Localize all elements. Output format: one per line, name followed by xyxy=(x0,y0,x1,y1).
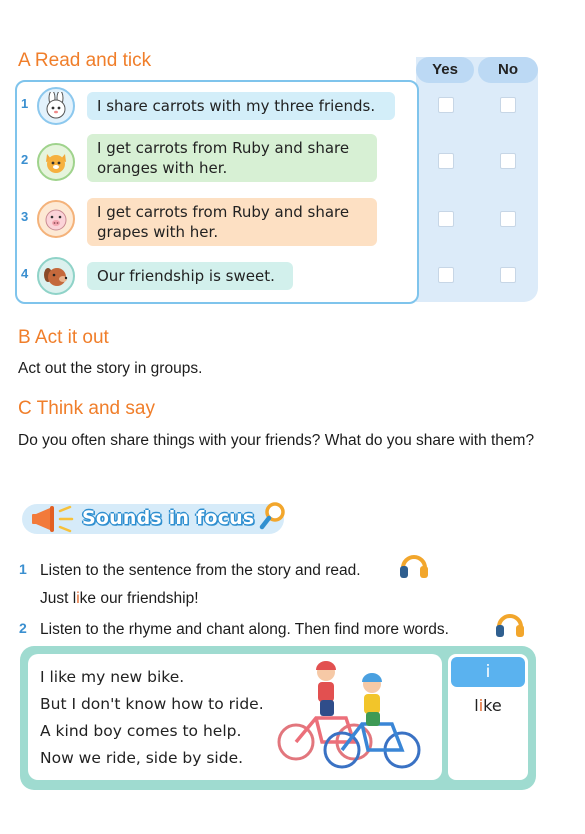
rhyme-line-1: I like my new bike. xyxy=(40,668,185,686)
no-checkbox-3[interactable] xyxy=(500,211,516,227)
sentence-part-l: l xyxy=(72,590,77,607)
section-c-title: C Think and say xyxy=(18,398,155,419)
sentence-part-post: ke our friendship! xyxy=(79,590,199,607)
statement-bubble-2 xyxy=(87,134,377,182)
section-c-question: Do you often share things with your friends? What do you share with them? xyxy=(18,432,535,449)
item-number-2: 2 xyxy=(21,152,29,167)
statement-bubble-4: Our friendship is sweet. xyxy=(87,262,293,290)
rabbit-avatar-icon xyxy=(37,87,75,125)
item-number-4: 4 xyxy=(21,266,29,281)
headphones-icon[interactable] xyxy=(494,607,526,645)
rhyme-line-2: But I don't know how to ride. xyxy=(40,695,264,713)
sounds-item-number-1: 1 xyxy=(19,561,27,577)
answer-column-background xyxy=(416,57,538,302)
section-a-title: A Read and tick xyxy=(18,50,152,71)
yes-checkbox-4[interactable] xyxy=(438,267,454,283)
pig-avatar-icon xyxy=(37,200,75,238)
sounds-instruction-1: Listen to the sentence from the story and read. xyxy=(40,562,361,579)
sounds-in-focus-title: Sounds in focus xyxy=(82,507,255,529)
statement-bubble-1: I share carrots with my three friends. xyxy=(87,92,395,120)
word-highlight-i: i xyxy=(478,696,484,715)
yes-column-header: Yes xyxy=(416,57,474,83)
megaphone-icon xyxy=(30,502,78,540)
yes-checkbox-2[interactable] xyxy=(438,153,454,169)
rhyme-line-3: A kind boy comes to help. xyxy=(40,722,242,740)
statement-text-3: I get carrots from Ruby and share grapes with her. xyxy=(97,203,350,241)
kids-riding-bikes-illustration xyxy=(276,658,424,780)
no-checkbox-2[interactable] xyxy=(500,153,516,169)
rhyme-line-4: Now we ride, side by side. xyxy=(40,749,244,767)
sounds-instruction-2: Listen to the rhyme and chant along. Then find more words. xyxy=(40,621,449,638)
story-sentence xyxy=(40,588,199,609)
statement-bubble-3 xyxy=(87,198,377,246)
yes-checkbox-1[interactable] xyxy=(438,97,454,113)
example-word xyxy=(448,696,528,715)
magnifier-icon xyxy=(258,500,288,536)
item-number-1: 1 xyxy=(21,96,29,111)
section-b-instruction: Act out the story in groups. xyxy=(18,360,203,377)
no-checkbox-1[interactable] xyxy=(500,97,516,113)
no-checkbox-4[interactable] xyxy=(500,267,516,283)
dog-avatar-icon xyxy=(37,257,75,295)
sounds-item-number-2: 2 xyxy=(19,620,27,636)
no-column-header: No xyxy=(478,57,538,83)
section-b-title: B Act it out xyxy=(18,327,109,348)
cat-avatar-icon xyxy=(37,143,75,181)
sentence-highlight-i: i xyxy=(76,590,80,607)
sentence-part-pre: Just xyxy=(40,590,73,607)
item-number-3: 3 xyxy=(21,209,29,224)
focus-letter-tab: i xyxy=(451,657,525,687)
statement-text-2: I get carrots from Ruby and share oranges with her. xyxy=(97,139,350,177)
word-part-rest: ke xyxy=(483,696,502,715)
headphones-icon[interactable] xyxy=(398,548,430,586)
yes-checkbox-3[interactable] xyxy=(438,211,454,227)
word-part-l: l xyxy=(474,696,479,715)
